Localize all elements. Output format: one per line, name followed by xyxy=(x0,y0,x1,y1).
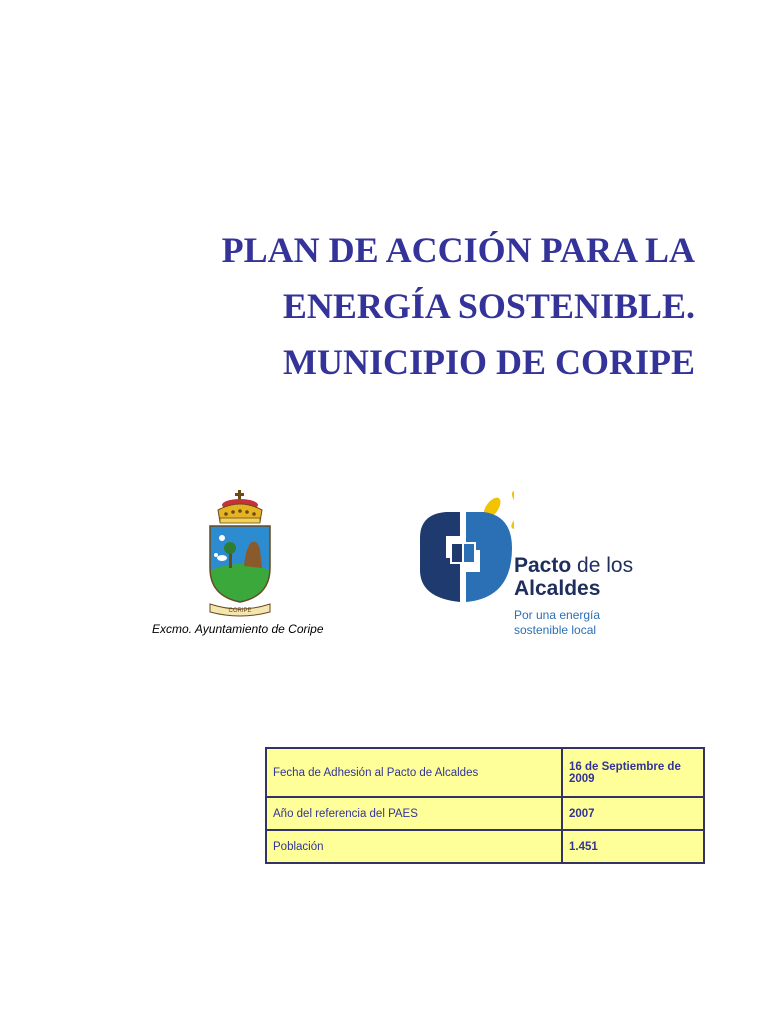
coripe-crest-logo xyxy=(200,488,280,620)
title-line-2: ENERGÍA SOSTENIBLE. xyxy=(282,286,695,326)
table-cell-value: 16 de Septiembre de 2009 xyxy=(562,748,704,797)
crest-caption: Excmo. Ayuntamiento de Coripe xyxy=(152,622,324,636)
pacto-tagline xyxy=(514,608,600,638)
pacto-de-los-alcaldes-logo xyxy=(416,486,666,642)
table-cell-label: Fecha de Adhesión al Pacto de Alcaldes xyxy=(266,748,562,797)
document-title xyxy=(75,222,695,390)
table-row xyxy=(266,797,704,830)
table-cell-label: Población xyxy=(266,830,562,863)
pacto-tagline-1: Por una energía xyxy=(514,608,601,622)
table-cell-label: Año del referencia del PAES xyxy=(266,797,562,830)
table-row xyxy=(266,748,704,797)
crest-icon xyxy=(200,488,280,620)
pacto-tagline-2: sostenible local xyxy=(514,623,597,637)
paes-info-table xyxy=(265,747,705,864)
pacto-name-line2: Alcaldes xyxy=(514,577,601,600)
crest-scroll-text: CORIPE xyxy=(228,608,252,614)
pacto-name-bold: Pacto xyxy=(514,554,572,577)
pacto-emblem-icon xyxy=(416,486,514,606)
table-cell-value: 2007 xyxy=(562,797,704,830)
table-row xyxy=(266,830,704,863)
title-line-1: PLAN DE ACCIÓN PARA LA xyxy=(221,230,695,270)
table-cell-value: 1.451 xyxy=(562,830,704,863)
pacto-name-rest: de los xyxy=(577,554,634,577)
title-line-3: MUNICIPIO DE CORIPE xyxy=(282,342,695,382)
pacto-name xyxy=(514,554,633,600)
